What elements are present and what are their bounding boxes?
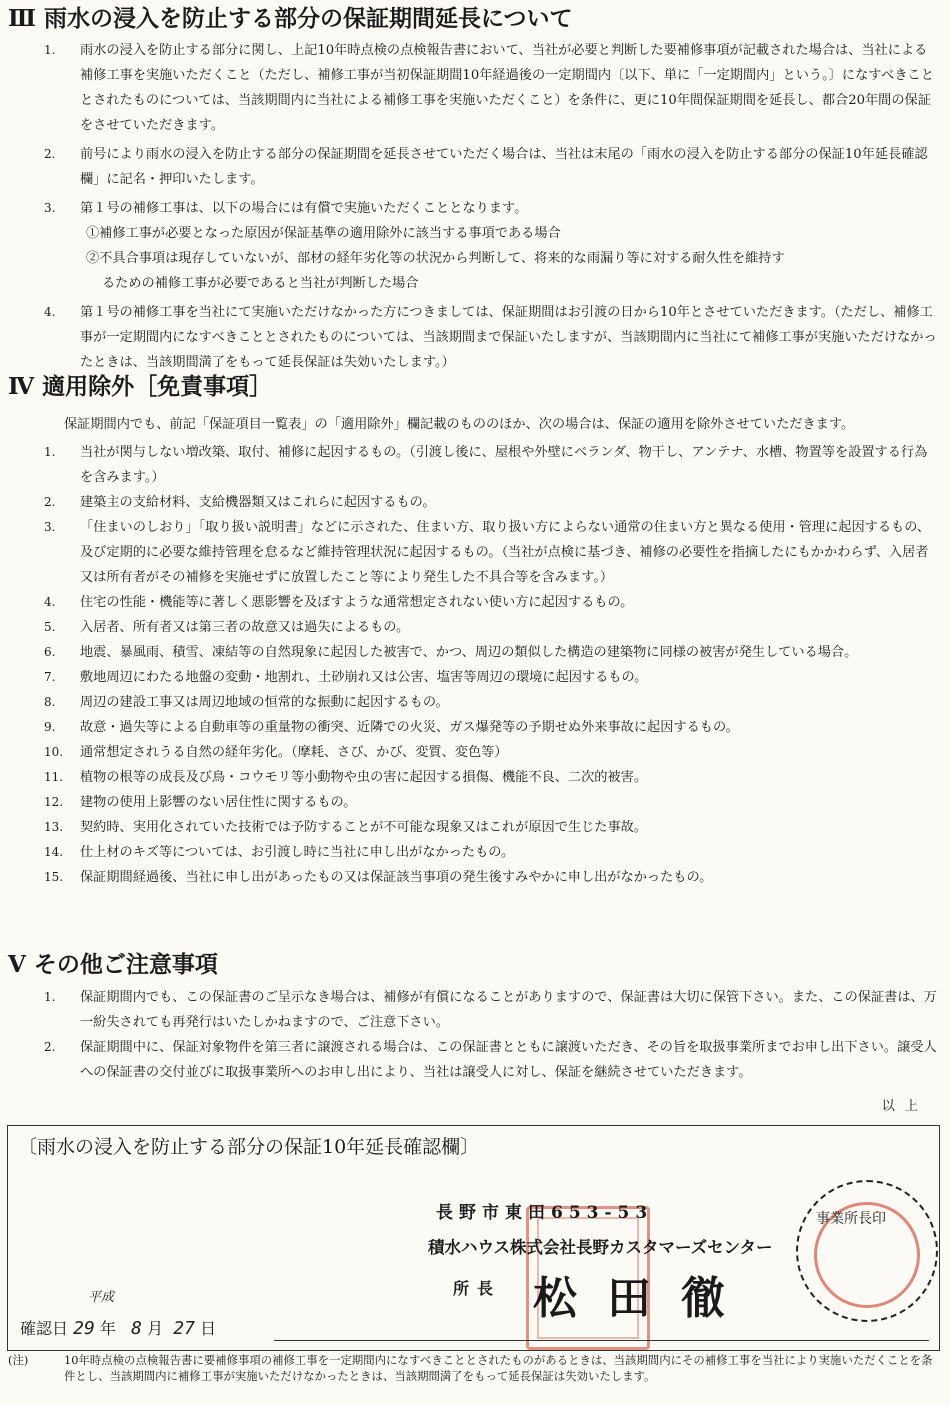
footnote (8, 1352, 942, 1384)
list-item (0, 490, 950, 515)
era-handwritten: 平成 (88, 1290, 115, 1305)
list-item (0, 765, 950, 790)
item-text: 地震、暴風雨、積雪、凍結等の自然現象に起因した被害で、かつ、周辺の類似した構造の建築物に同様の被害が発生している場合。 (80, 645, 858, 660)
item-number: 9. (44, 720, 56, 734)
list-item (0, 640, 950, 665)
list-item (0, 690, 950, 715)
section-4-list (0, 440, 950, 890)
item-text: 「住まいのしおり」「取り扱い説明書」などに示された、住まい方、取り扱い方によらない通常の住まい方と異なる使用・管理に起因するもの、及び定期的に必要な維持管理を怠るなど維持管理状況に起因するもの。（当社が点検に基づき、補修の必要性を指摘したにもかかわらず、入居者又は所有者がその補修を実施せずに放置したこと等により発生した不具合等を含みます。） (80, 520, 931, 585)
section-4-intro: 保証期間内でも、前記「保証項目一覧表」の「適用除外」欄記載のもののほか、次の場合は、保証の適用を除外させていただきます。 (64, 417, 855, 432)
office-head-seal-area (796, 1180, 938, 1322)
president-name: 松田徹 (533, 1273, 755, 1324)
item-text: 植物の根等の成長及び鳥・コウモリ等小動物や虫の害に起因する損傷、機能不良、二次的被害。 (80, 770, 648, 785)
section-5-heading (8, 950, 218, 980)
item-text: 当社が関与しない増改築、取付、補修に起因するもの。（引渡し後に、屋根や外壁にベランダ、物干し、アンテナ、水槽、物置等を設置する行為を含みます。） (80, 445, 928, 485)
item-number: 13. (44, 820, 64, 834)
sub-item-2-cont: るための補修工事が必要であると当社が判断した場合 (102, 276, 419, 291)
date-year-unit: 年 (99, 1319, 116, 1338)
section-3-numeral: Ⅲ (8, 5, 37, 32)
list-item (0, 985, 950, 1035)
item-number: 11. (44, 770, 64, 784)
list-item (0, 440, 950, 490)
section-3-title: 雨水の浸入を防止する部分の保証期間延長について (44, 6, 573, 32)
footnote-label: (注) (8, 1353, 29, 1367)
confirmation-date (20, 1316, 216, 1339)
company-name: 積水ハウス株式会社長野カスタマーズセンター (428, 1238, 773, 1257)
section-4-numeral: Ⅳ (8, 373, 35, 400)
item-text: 建築主の支給材料、支給機器類又はこれらに起因するもの。 (80, 495, 436, 510)
item-number: 12. (44, 795, 64, 809)
item-number: 8. (44, 695, 56, 709)
item-text: 第１号の補修工事は、以下の場合には有償で実施いただくこととなります。 (80, 201, 528, 216)
item-text: 建物の使用上影響のない居住性に関するもの。 (80, 795, 357, 810)
item-text: 雨水の浸入を防止する部分に関し、上記10年時点検の点検報告書において、当社が必要と判断した要補修事項が記載された場合は、当社による補修工事を実施いただくこと（ただし、補修工事が当初保証期間10年経過後の一定期間内〔以下、単に「一定期間内」という。〕になすべきこととされたものについては、当該期間内に当社による補修工事を実施いただくこと）を条件に、更に10年間保証期間を延長し、都合20年間の保証をさせていただきます。 (80, 43, 934, 133)
date-year: 29 (73, 1318, 95, 1339)
section-5-list (0, 985, 950, 1085)
extension-confirmation-box (7, 1125, 940, 1351)
item-number: 3. (44, 520, 56, 534)
item-text: 保証期間中に、保証対象物件を第三者に譲渡される場合は、この保証書とともに譲渡いただき、その旨を取扱事業所までお申し出下さい。譲受人への保証書の交付並びに取扱事業所へのお申し出により、当社は譲受人に対し、保証を継続させていただきます。 (80, 1040, 937, 1080)
item-number: 1. (44, 445, 56, 459)
list-item (0, 715, 950, 740)
date-label: 確認日 (20, 1319, 69, 1338)
item-text: 敷地周辺にわたる地盤の変動・地割れ、土砂崩れ又は公害、塩害等周辺の環境に起因するもの。 (80, 670, 648, 685)
section-5-numeral: Ⅴ (8, 951, 26, 978)
list-item (0, 196, 950, 296)
item-text: 前号により雨水の浸入を防止する部分の保証期間を延長させていただく場合は、当社は末尾の「雨水の浸入を防止する部分の保証10年延長確認欄」に記名・押印いたします。 (80, 147, 928, 187)
seal-label: 事業所長印 (816, 1211, 886, 1227)
president-label: 所長 (453, 1279, 502, 1298)
item-text: 保証期間経過後、当社に申し出があったもの又は保証該当事項の発生後すみやかに申し出がなかったもの。 (80, 870, 713, 885)
list-item (0, 790, 950, 815)
item-text: 入居者、所有者又は第三者の故意又は過失によるもの。 (80, 620, 410, 635)
date-month: 8 (131, 1318, 143, 1339)
item-text: 通常想定されうる自然の経年劣化。（摩耗、さび、かび、変質、変色等） (80, 745, 508, 760)
item-text: 仕上材のキズ等については、お引渡し時に当社に申し出がなかったもの。 (80, 845, 515, 860)
item-number: 10. (44, 745, 64, 759)
item-number: 3. (44, 201, 56, 215)
item-text: 契約時、実用化されていた技術では予防することが不可能な現象又はこれが原因で生じた事故。 (80, 820, 648, 835)
item-number: 6. (44, 645, 56, 659)
list-item (0, 590, 950, 615)
date-month-unit: 月 (147, 1319, 164, 1338)
footnote-text: 10年時点検の点検報告書に要補修事項の補修工事を一定期間内になすべきこととされたものがあるときは、当該期間内にその補修工事を当社により実施いただくことを条件とし、当該期間内に補修工事が実施いただけなかったときは、当該期間満了をもって延長保証は失効いたします。 (64, 1353, 933, 1383)
date-day-unit: 日 (200, 1319, 217, 1338)
item-text: 故意・過失等による自動車等の重量物の衝突、近隣での火災、ガス爆発等の予期せぬ外来事故に起因するもの。 (80, 720, 739, 735)
date-day: 27 (173, 1318, 195, 1339)
item-number: 15. (44, 870, 64, 884)
closing-mark: 以上 (881, 1099, 928, 1114)
list-item (0, 615, 950, 640)
list-item (0, 740, 950, 765)
item-text: 保証期間内でも、この保証書のご呈示なき場合は、補修が有償になることがありますので、保証書は大切に保管下さい。また、この保証書は、万一紛失されても再発行はいたしかねますので、ご注意下さい。 (80, 990, 937, 1030)
item-number: 5. (44, 620, 56, 634)
sub-item-2: ②不具合事項は現存していないが、部材の経年劣化等の状況から判断して、将来的な雨漏り等に対する耐久性を維持す (86, 251, 785, 266)
item-number: 2. (44, 495, 56, 509)
confirmation-title: 〔雨水の浸入を防止する部分の保証10年延長確認欄〕 (18, 1136, 480, 1158)
section-3-heading (8, 4, 573, 34)
list-item (0, 865, 950, 890)
sub-item-1: ①補修工事が必要となった原因が保証基準の適用除外に該当する事項である場合 (86, 226, 561, 241)
item-number: 14. (44, 845, 64, 859)
item-number: 4. (44, 595, 56, 609)
section-5-title: その他ご注意事項 (33, 952, 218, 978)
list-item (0, 142, 950, 192)
item-number: 1. (44, 990, 56, 1004)
list-item (0, 1035, 950, 1085)
section-4-title: 適用除外［免責事項］ (42, 374, 273, 400)
list-item (0, 840, 950, 865)
list-item (0, 300, 950, 375)
list-item (0, 815, 950, 840)
section-3-list (0, 38, 950, 375)
list-item (0, 665, 950, 690)
item-text: 住宅の性能・機能等に著しく悪影響を及ぼすような通常想定されない使い方に起因するもの。 (80, 595, 634, 610)
section-4-heading (8, 372, 272, 402)
item-text: 第１号の補修工事を当社にて実施いただけなかった方につきましては、保証期間はお引渡の日から10年とさせていただきます。（ただし、補修工事が一定期間内になすべきこととされたものについては、当該期間まで保証いたしますが、当該期間内に当社にて補修工事が実施いただけなかったときは、当該期間満了をもって延長保証は失効いたします。） (80, 305, 937, 370)
item-number: 2. (44, 147, 56, 161)
list-item (0, 38, 950, 138)
item-number: 2. (44, 1040, 56, 1054)
item-number: 4. (44, 305, 56, 319)
signature-line (274, 1340, 929, 1341)
office-address: 長野市東田653-53 (436, 1203, 654, 1223)
list-item (0, 515, 950, 590)
item-number: 1. (44, 43, 56, 57)
item-text: 周辺の建設工事又は周辺地域の恒常的な振動に起因するもの。 (80, 695, 449, 710)
item-number: 7. (44, 670, 56, 684)
